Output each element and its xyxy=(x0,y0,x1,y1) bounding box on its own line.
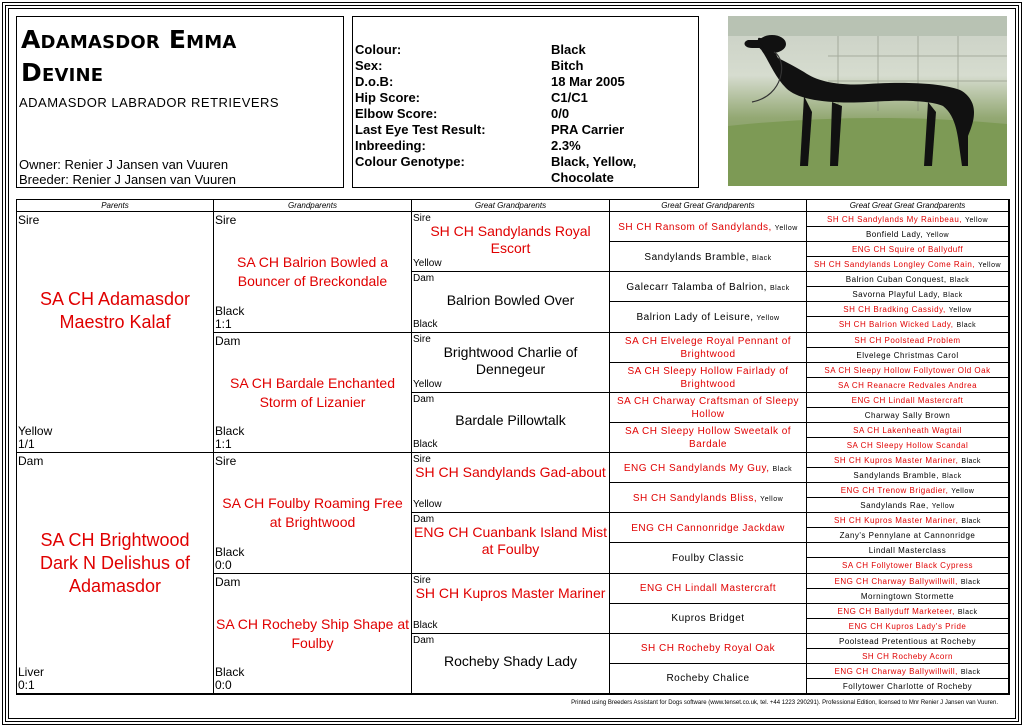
dog-name-line2: Devine xyxy=(21,58,104,87)
dog-name-entry: SH CH Sandylands Gad-about xyxy=(415,464,606,481)
dog-name-entry: Elvelege Christmas Carol xyxy=(856,350,959,360)
pedigree-cell xyxy=(807,468,1009,483)
dog-name-entry: SH CH Sandylands My Rainbeau, xyxy=(827,215,963,225)
hip-score: 1:1 xyxy=(215,437,232,451)
colour-tag: Yellow xyxy=(756,314,780,322)
details-panel xyxy=(352,16,699,188)
role-label: Dam xyxy=(413,634,435,646)
pedigree-cell xyxy=(807,287,1009,302)
dog-name-entry: Kupros Bridget xyxy=(671,613,745,625)
dog-name-entry: Galecarr Talamba of Balrion, xyxy=(626,281,767,293)
dog-name-entry: ENG CH Kupros Lady's Pride xyxy=(848,621,967,631)
pedigree-cell xyxy=(214,212,412,333)
detail-label: Inbreeding: xyxy=(355,138,426,153)
detail-value: Black xyxy=(551,42,586,57)
dog-name-entry: ENG CH Trenow Brigadier, xyxy=(840,486,949,496)
dog-name-entry: ENG CH Charway Ballywillwill, xyxy=(834,666,958,676)
dog-name-entry: SA CH Foulby Roaming Free at Brightwood xyxy=(222,495,403,531)
dog-name-entry: SA CH Charway Craftsman of Sleepy Hollow xyxy=(616,395,800,420)
pedigree-cell xyxy=(807,558,1009,573)
dog-name-entry: SH CH Sandylands Bliss, xyxy=(632,492,758,504)
pedigree-cell xyxy=(807,363,1009,378)
pedigree-cell xyxy=(807,604,1009,619)
pedigree-cell xyxy=(610,453,807,483)
dog-name-entry: ENG CH Cannonridge Jackdaw xyxy=(631,522,785,534)
role-label: Dam xyxy=(215,333,241,348)
role-label: Dam xyxy=(215,574,241,589)
detail-label: Colour Genotype: xyxy=(355,154,465,169)
role-label: Dam xyxy=(413,393,435,405)
column-header-ggg-grandparents: Great Great Great Grandparents xyxy=(807,200,1009,212)
dog-name-entry: Poolstead Pretentious at Rocheby xyxy=(839,636,976,646)
pedigree-cell xyxy=(807,679,1009,694)
pedigree-cell xyxy=(610,333,807,363)
role-label: Sire xyxy=(413,454,431,465)
colour-label: Black xyxy=(215,665,245,679)
dog-photo xyxy=(728,16,1007,186)
pedigree-cell xyxy=(610,543,807,573)
colour-label: Black xyxy=(215,544,245,559)
pedigree-cell xyxy=(807,257,1009,272)
colour-label: Liver xyxy=(18,665,45,679)
role-label: Sire xyxy=(18,213,40,227)
dog-name-entry: Foulby Classic xyxy=(671,552,745,564)
detail-label: Last Eye Test Result: xyxy=(355,122,486,137)
detail-label: D.o.B: xyxy=(355,74,394,89)
dog-name-entry: Bardale Pillowtalk xyxy=(455,412,566,429)
dog-name-entry: Bonfield Lady, xyxy=(865,230,924,240)
role-label: Sire xyxy=(215,213,237,227)
dog-name-entry: SH CH Kupros Master Mariner, xyxy=(834,516,959,526)
pedigree-cell xyxy=(807,348,1009,363)
pedigree-table xyxy=(16,199,1010,695)
role-label: Sire xyxy=(413,333,431,345)
dog-name-entry: Rocheby Chalice xyxy=(666,673,750,685)
breeder-line: Breeder: Renier J Jansen van Vuuren xyxy=(19,172,237,187)
pedigree-cell xyxy=(807,317,1009,332)
pedigree-cell xyxy=(807,302,1009,317)
dog-name-entry: Morningtown Stormette xyxy=(860,591,955,601)
pedigree-cell xyxy=(807,423,1009,438)
dog-name-entry: SA CH Sleepy Hollow Follytower Old Oak xyxy=(824,365,991,375)
dog-name-entry: SA CH Elvelege Royal Pennant of Brightwood xyxy=(624,335,792,360)
pedigree-cell xyxy=(807,513,1009,528)
pedigree-cell xyxy=(17,212,214,453)
hip-score: 0:0 xyxy=(215,557,232,572)
dog-name-entry: ENG CH Cuanbank Island Mist at Foulby xyxy=(414,524,607,558)
dog-name-entry: Balrion Lady of Leisure, xyxy=(636,311,754,323)
dog-name-entry: SA CH Sleepy Hollow Sweetalk of Bardale xyxy=(624,425,792,450)
pedigree-cell xyxy=(412,634,610,694)
pedigree-cell xyxy=(807,649,1009,664)
colour-tag: Yellow xyxy=(965,217,988,225)
pedigree-cell xyxy=(610,664,807,694)
pedigree-cell xyxy=(610,483,807,513)
pedigree-cell xyxy=(610,242,807,272)
dog-name-entry: SA CH Lakenheath Wagtail xyxy=(853,425,962,435)
pedigree-cell xyxy=(610,212,807,242)
dog-name-entry: ENG CH Lindall Mastercraft xyxy=(851,395,964,405)
colour-tag: Black xyxy=(961,458,981,466)
pedigree-cell xyxy=(807,619,1009,634)
dog-name-entry: SA CH Reanacre Redvales Andrea xyxy=(837,380,978,390)
pedigree-cell xyxy=(214,453,412,574)
colour-tag: Black xyxy=(960,668,981,676)
hip-score: 1/1 xyxy=(18,437,35,451)
dog-name-entry: Follytower Charlotte of Rocheby xyxy=(842,681,973,691)
kennel-name: ADAMASDOR LABRADOR RETRIEVERS xyxy=(19,95,280,110)
colour-tag: Yellow xyxy=(760,495,784,503)
pedigree-cell xyxy=(610,302,807,332)
pedigree-cell xyxy=(807,408,1009,423)
pedigree-cell xyxy=(807,393,1009,408)
detail-value: Chocolate xyxy=(551,170,614,185)
dog-name-entry: Rocheby Shady Lady xyxy=(443,653,578,670)
pedigree-cell xyxy=(807,272,1009,287)
pedigree-cell xyxy=(807,528,1009,543)
dog-name-entry: ENG CH Charway Ballywillwill, xyxy=(834,576,958,586)
pedigree-cell xyxy=(17,453,214,694)
pedigree-cell xyxy=(412,272,610,332)
pedigree-cell xyxy=(412,513,610,573)
dog-name-entry: Lindall Masterclass xyxy=(868,546,947,556)
pedigree-cell xyxy=(807,453,1009,468)
dog-name xyxy=(21,23,341,89)
dog-name-entry: SA CH Adamasdor Maestro Kalaf xyxy=(39,289,191,332)
pedigree-cell xyxy=(610,513,807,543)
dog-name-entry: ENG CH Sandylands My Guy, xyxy=(623,462,770,474)
owner-line: Owner: Renier J Jansen van Vuuren xyxy=(19,157,229,172)
detail-label: Colour: xyxy=(355,42,402,57)
detail-value: Bitch xyxy=(551,58,584,73)
dog-name-entry: ENG CH Lindall Mastercraft xyxy=(639,583,777,595)
dog-name-entry: SA CH Follytower Black Cypress xyxy=(841,561,974,571)
detail-value: C1/C1 xyxy=(551,90,588,105)
colour-tag: Black xyxy=(943,292,963,300)
colour-label: Black xyxy=(215,424,245,438)
pedigree-cell xyxy=(807,498,1009,513)
colour-tag: Black xyxy=(957,608,978,616)
dog-name-entry: Charway Sally Brown xyxy=(864,410,951,420)
hip-score: 0:0 xyxy=(215,678,232,692)
dog-name-entry: SA CH Bardale Enchanted Storm of Lizanier xyxy=(230,374,395,410)
colour-label: Black xyxy=(413,318,438,330)
pedigree-cell xyxy=(807,212,1009,227)
detail-value: 0/0 xyxy=(551,106,570,121)
pedigree-cell xyxy=(807,227,1009,242)
dog-name-entry: SH CH Bradking Cassidy, xyxy=(843,305,946,315)
role-label: Sire xyxy=(215,454,237,468)
detail-label: Elbow Score: xyxy=(355,106,438,121)
dog-name-entry: SH CH Kupros Master Mariner xyxy=(415,584,606,601)
pedigree-cell xyxy=(610,574,807,604)
dog-name-entry: SA CH Rocheby Ship Shape at Foulby xyxy=(216,615,410,651)
detail-value: PRA Carrier xyxy=(551,122,625,137)
colour-tag: Black xyxy=(961,518,981,526)
dog-name-entry: SH CH Kupros Master Mariner, xyxy=(834,456,959,466)
pedigree-cell xyxy=(807,483,1009,498)
colour-label: Black xyxy=(413,439,438,450)
pedigree-cell xyxy=(807,589,1009,604)
dog-name-entry: Sandylands Bramble, xyxy=(644,251,749,263)
pedigree-cell xyxy=(610,423,807,453)
colour-label: Yellow xyxy=(18,424,53,438)
dog-name-entry: SH CH Rocheby Acorn xyxy=(862,651,953,661)
pedigree-cell xyxy=(807,664,1009,679)
colour-tag: Yellow xyxy=(774,224,798,232)
detail-label: Sex: xyxy=(355,58,383,73)
pedigree-cell xyxy=(412,212,610,272)
footer-note: Printed using Breeders Assistant for Dogs software (www.tenset.co.uk, tel. +44 1223 290291). Professional Edition, licensed to Mnr Renier J Jansen van Vuuren. xyxy=(571,700,998,706)
dog-name-entry: SH CH Ransom of Sandylands, xyxy=(618,221,772,233)
pedigree-cell xyxy=(807,333,1009,348)
detail-label: Hip Score: xyxy=(355,90,421,105)
colour-label: Black xyxy=(413,619,438,631)
pedigree-cell xyxy=(610,604,807,634)
pedigree-cell xyxy=(610,363,807,393)
colour-tag: Yellow xyxy=(931,503,955,511)
colour-label: Yellow xyxy=(413,499,442,511)
dog-name-entry: SA CH Sleepy Hollow Scandal xyxy=(846,440,969,450)
role-label: Dam xyxy=(413,514,435,526)
hip-score: 0:1 xyxy=(18,678,35,692)
colour-label: Yellow xyxy=(413,378,442,390)
colour-tag: Yellow xyxy=(948,307,972,315)
column-header-great-grandparents: Great Grandparents xyxy=(412,200,610,212)
pedigree-cell xyxy=(412,393,610,453)
labrador-photo-icon xyxy=(728,16,1007,186)
hip-score: 1:1 xyxy=(215,316,232,331)
column-header-parents: Parents xyxy=(17,200,214,212)
colour-tag: Black xyxy=(960,578,981,586)
colour-tag: Black xyxy=(769,284,790,292)
dog-name-entry: Brightwood Charlie of Dennegeur xyxy=(443,343,578,377)
pedigree-cell xyxy=(610,634,807,664)
dog-name-entry: SH CH Sandylands Royal Escort xyxy=(430,223,591,257)
detail-value: Black, Yellow, xyxy=(551,154,637,169)
pedigree-cell xyxy=(214,574,412,695)
dog-name-entry: SA CH Sleepy Hollow Fairlady of Brightwood xyxy=(627,365,789,390)
dog-name-entry: SH CH Rocheby Royal Oak xyxy=(640,643,776,655)
colour-tag: Black xyxy=(949,277,970,285)
pedigree-cell xyxy=(807,634,1009,649)
pedigree-cell xyxy=(807,543,1009,558)
pedigree-cell xyxy=(807,242,1009,257)
role-label: Sire xyxy=(413,213,431,224)
role-label: Dam xyxy=(18,454,44,468)
dog-name-entry: Sandylands Rae, xyxy=(860,501,929,511)
colour-tag: Yellow xyxy=(926,232,950,240)
pedigree-cell xyxy=(807,438,1009,453)
pedigree-cell xyxy=(610,393,807,423)
pedigree-cell xyxy=(610,272,807,302)
dog-name-entry: Savorna Playful Lady, xyxy=(852,290,941,300)
colour-tag: Black xyxy=(751,254,772,262)
column-header-gg-grandparents: Great Great Grandparents xyxy=(610,200,807,212)
dog-name-entry: SH CH Sandylands Longley Come Rain, xyxy=(813,260,976,270)
dog-name-entry: Zany's Pennylane at Cannonridge xyxy=(839,531,976,541)
colour-tag: Yellow xyxy=(951,488,975,496)
dog-name-entry: ENG CH Ballyduff Marketeer, xyxy=(837,606,955,616)
dog-name-entry: SA CH Balrion Bowled a Bouncer of Breckondale xyxy=(237,254,388,290)
pedigree-cell xyxy=(412,333,610,393)
colour-tag: Black xyxy=(941,473,962,481)
colour-label: Yellow xyxy=(413,258,442,270)
pedigree-cell xyxy=(412,574,610,634)
column-header-grandparents: Grandparents xyxy=(214,200,412,212)
dog-name-entry: Balrion Bowled Over xyxy=(446,291,575,308)
dog-name-entry: SH CH Balrion Wicked Lady, xyxy=(838,320,954,330)
role-label: Sire xyxy=(413,574,431,586)
dog-name-entry: Sandylands Bramble, xyxy=(853,471,939,481)
dog-name-entry: SA CH Brightwood Dark N Delishus of Adamasdor xyxy=(39,530,191,596)
pedigree-cell xyxy=(412,453,610,513)
role-label: Dam xyxy=(413,273,435,285)
dog-name-entry: SH CH Poolstead Problem xyxy=(854,335,961,345)
colour-tag: Black xyxy=(772,465,793,473)
colour-tag: Yellow xyxy=(978,262,1002,270)
detail-value: 18 Mar 2005 xyxy=(551,74,625,89)
pedigree-cell xyxy=(807,574,1009,589)
dog-name-entry: ENG CH Squire of Ballyduff xyxy=(851,245,964,255)
pedigree-cell xyxy=(214,333,412,454)
pedigree-cell xyxy=(807,378,1009,393)
colour-label: Black xyxy=(215,303,245,318)
detail-value: 2.3% xyxy=(551,138,581,153)
dog-name-entry: Balrion Cuban Conquest, xyxy=(845,275,947,285)
dog-name-panel xyxy=(16,16,344,188)
dog-name-line1: Adamasdor Emma xyxy=(21,25,237,54)
colour-tag: Black xyxy=(956,322,977,330)
